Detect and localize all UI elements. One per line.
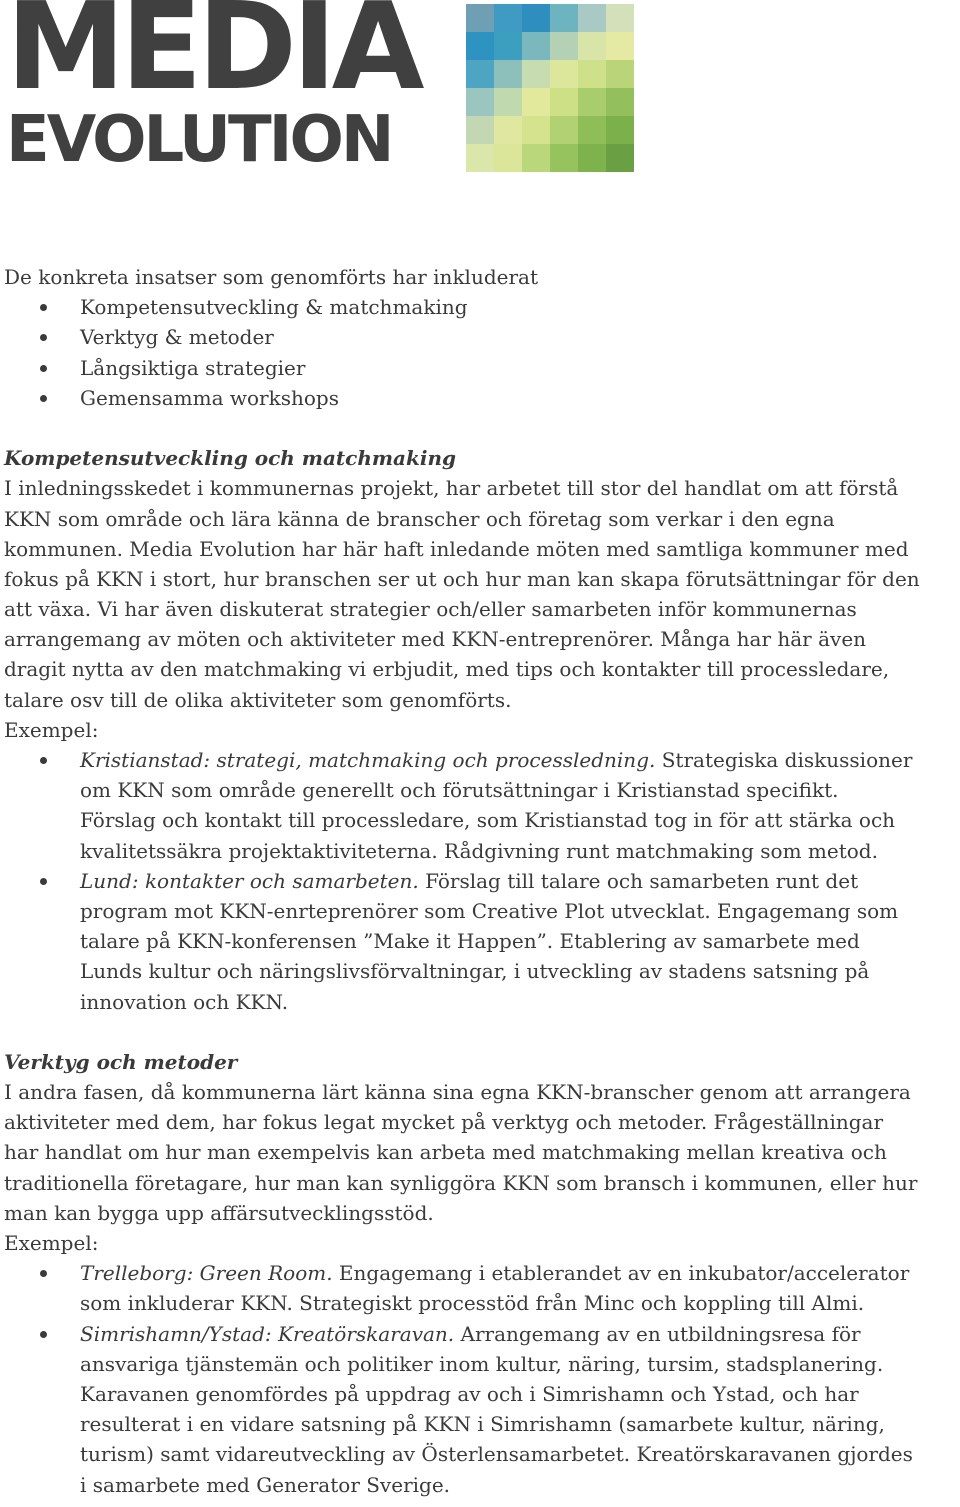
mosaic-tile	[494, 32, 522, 60]
mosaic-tile	[522, 32, 550, 60]
paragraph-line: I andra fasen, då kommunerna lärt känna sina egna KKN-branscher genom att arrangera	[4, 1080, 911, 1105]
mosaic-tile	[466, 144, 494, 172]
bullet-icon	[40, 1270, 47, 1277]
bullet-icon	[40, 395, 47, 402]
spacer	[4, 413, 956, 443]
mosaic-tile	[606, 4, 634, 32]
mosaic-tile	[494, 60, 522, 88]
mosaic-tile	[550, 4, 578, 32]
mosaic-tile	[606, 116, 634, 144]
list-item-continuation: i samarbete med Generator Sverige.	[80, 1472, 451, 1497]
example-title: Simrishamn/Ystad: Kreatörskaravan.	[80, 1321, 455, 1346]
logo-wordmark	[6, 0, 446, 175]
mosaic-tile	[606, 60, 634, 88]
bullet-icon	[40, 757, 47, 764]
mosaic-tile	[578, 60, 606, 88]
mosaic-tile	[466, 4, 494, 32]
list-item: Simrishamn/Ystad: Kreatörskaravan. Arrangemang av en utbildningsresa för	[4, 1319, 956, 1349]
example-title: Lund: kontakter och samarbeten.	[80, 868, 419, 893]
section-heading: Verktyg och metoder	[4, 1049, 238, 1074]
spacer	[4, 1017, 956, 1047]
mosaic-tile	[466, 88, 494, 116]
list-item-continuation: ansvariga tjänstemän och politiker inom kultur, näring, tursim, stadsplanering.	[80, 1351, 884, 1376]
mosaic-tile	[522, 116, 550, 144]
mosaic-tile	[494, 116, 522, 144]
mosaic-tile	[494, 144, 522, 172]
paragraph-line: har handlat om hur man exempelvis kan arbeta med matchmaking mellan kreativa och	[4, 1140, 887, 1165]
paragraph-line: dragit nytta av den matchmaking vi erbjudit, med tips och kontakter till processledare,	[4, 657, 890, 682]
list-item: Verktyg & metoder	[4, 322, 956, 352]
paragraph-line: fokus på KKN i stort, hur branschen ser ut och hur man kan skapa förutsättningar för den	[4, 566, 920, 591]
example-label: Exempel:	[4, 717, 99, 742]
mosaic-tile	[578, 144, 606, 172]
list-item-continuation: innovation och KKN.	[80, 989, 289, 1014]
bullet-icon	[40, 304, 47, 311]
paragraph-line: kommunen. Media Evolution har här haft inledande möten med samtliga kommuner med	[4, 536, 909, 561]
document-body	[4, 262, 956, 1500]
list-item: Långsiktiga strategier	[4, 353, 956, 383]
list-item: Lund: kontakter och samarbeten. Förslag till talare och samarbeten runt det	[4, 866, 956, 896]
list-item-continuation: turism) samt vidareutveckling av Österlensamarbetet. Kreatörskaravanen gjordes	[80, 1442, 913, 1467]
list-item: Kompetensutveckling & matchmaking	[4, 292, 956, 322]
logo-word-media: MEDIA	[6, 0, 420, 104]
paragraph-line: man kan bygga upp affärsutvecklingsstöd.	[4, 1200, 434, 1225]
mosaic-tile	[550, 60, 578, 88]
section-paragraph	[4, 473, 956, 715]
paragraph-line: arrangemang av möten och aktiviteter med KKN-entreprenörer. Många har här även	[4, 627, 867, 652]
example-title: Kristianstad: strategi, matchmaking och processledning.	[80, 748, 656, 772]
list-item-continuation: talare på KKN-konferensen ”Make it Happen”. Etablering av samarbete med	[80, 929, 860, 954]
mosaic-tile	[522, 144, 550, 172]
mosaic-tile	[550, 32, 578, 60]
mosaic-tile	[606, 144, 634, 172]
example-label: Exempel:	[4, 1231, 99, 1255]
list-item: Gemensamma workshops	[4, 383, 956, 413]
mosaic-tile	[578, 4, 606, 32]
list-item-continuation: Karavanen genomfördes på uppdrag av och i Simrishamn och Ystad, och har	[80, 1381, 859, 1406]
paragraph-line: traditionella företagare, hur man kan synliggöra KKN som bransch i kommunen, eller hur	[4, 1170, 918, 1195]
mosaic-tile	[550, 88, 578, 116]
mosaic-tile	[466, 60, 494, 88]
mosaic-tile	[522, 88, 550, 116]
list-item-continuation: program mot KKN-enrteprenörer som Creative Plot utvecklat. Engagemang som	[80, 898, 899, 923]
mosaic-tile	[494, 4, 522, 32]
mosaic-tile	[522, 60, 550, 88]
media-evolution-logo	[6, 0, 636, 175]
mosaic-tile	[550, 116, 578, 144]
list-item-continuation: om KKN som område generellt och förutsättningar i Kristianstad specifikt.	[80, 778, 839, 803]
example-title: Trelleborg: Green Room.	[80, 1261, 333, 1286]
bullet-icon	[40, 365, 47, 372]
paragraph-line: att växa. Vi har även diskuterat strategier och/eller samarbeten inför kommunernas	[4, 597, 857, 622]
mosaic-tile	[578, 32, 606, 60]
logo-mosaic-icon	[466, 4, 634, 172]
mosaic-tile	[578, 88, 606, 116]
section-paragraph	[4, 1077, 956, 1228]
mosaic-tile	[522, 4, 550, 32]
list-item-continuation: som inkluderar KKN. Strategiskt processtöd från Minc och koppling till Almi.	[80, 1291, 865, 1316]
list-item-continuation: Lunds kultur och näringslivsförvaltningar, i utveckling av stadens satsning på	[80, 959, 870, 984]
mosaic-tile	[606, 88, 634, 116]
list-item: Kristianstad: strategi, matchmaking och processledning. Strategiska diskussioner	[4, 745, 956, 775]
mosaic-tile	[466, 116, 494, 144]
list-item: Trelleborg: Green Room. Engagemang i etablerandet av en inkubator/accelerator	[4, 1258, 956, 1288]
mosaic-tile	[550, 144, 578, 172]
list-item-continuation: resulterat i en vidare satsning på KKN i Simrishamn (samarbete kultur, näring,	[80, 1412, 885, 1437]
bullet-icon	[40, 1331, 47, 1338]
intro-text: De konkreta insatser som genomförts har inkluderat	[4, 265, 538, 289]
section-heading: Kompetensutveckling och matchmaking	[4, 446, 456, 471]
bullet-icon	[40, 878, 47, 885]
mosaic-tile	[578, 116, 606, 144]
mosaic-tile	[606, 32, 634, 60]
paragraph-line: aktiviteter med dem, har fokus legat mycket på verktyg och metoder. Frågeställningar	[4, 1110, 884, 1135]
intro-bullet-list	[4, 292, 956, 413]
example-list	[4, 745, 956, 1017]
bullet-icon	[40, 334, 47, 341]
example-list	[4, 1258, 956, 1500]
paragraph-line: I inledningsskedet i kommunernas projekt, har arbetet till stor del handlat om att förstå	[4, 476, 899, 501]
mosaic-tile	[494, 88, 522, 116]
paragraph-line: talare osv till de olika aktiviteter som genomförts.	[4, 687, 512, 712]
list-item-continuation: kvalitetssäkra projektaktiviteterna. Rådgivning runt matchmaking som metod.	[80, 838, 878, 863]
list-item-continuation: Förslag och kontakt till processledare, som Kristianstad tog in för att stärka och	[80, 808, 896, 833]
mosaic-tile	[466, 32, 494, 60]
logo-word-evolution: EVOLUTION	[6, 106, 392, 174]
paragraph-line: KKN som område och lära känna de branscher och företag som verkar i den egna	[4, 506, 835, 531]
